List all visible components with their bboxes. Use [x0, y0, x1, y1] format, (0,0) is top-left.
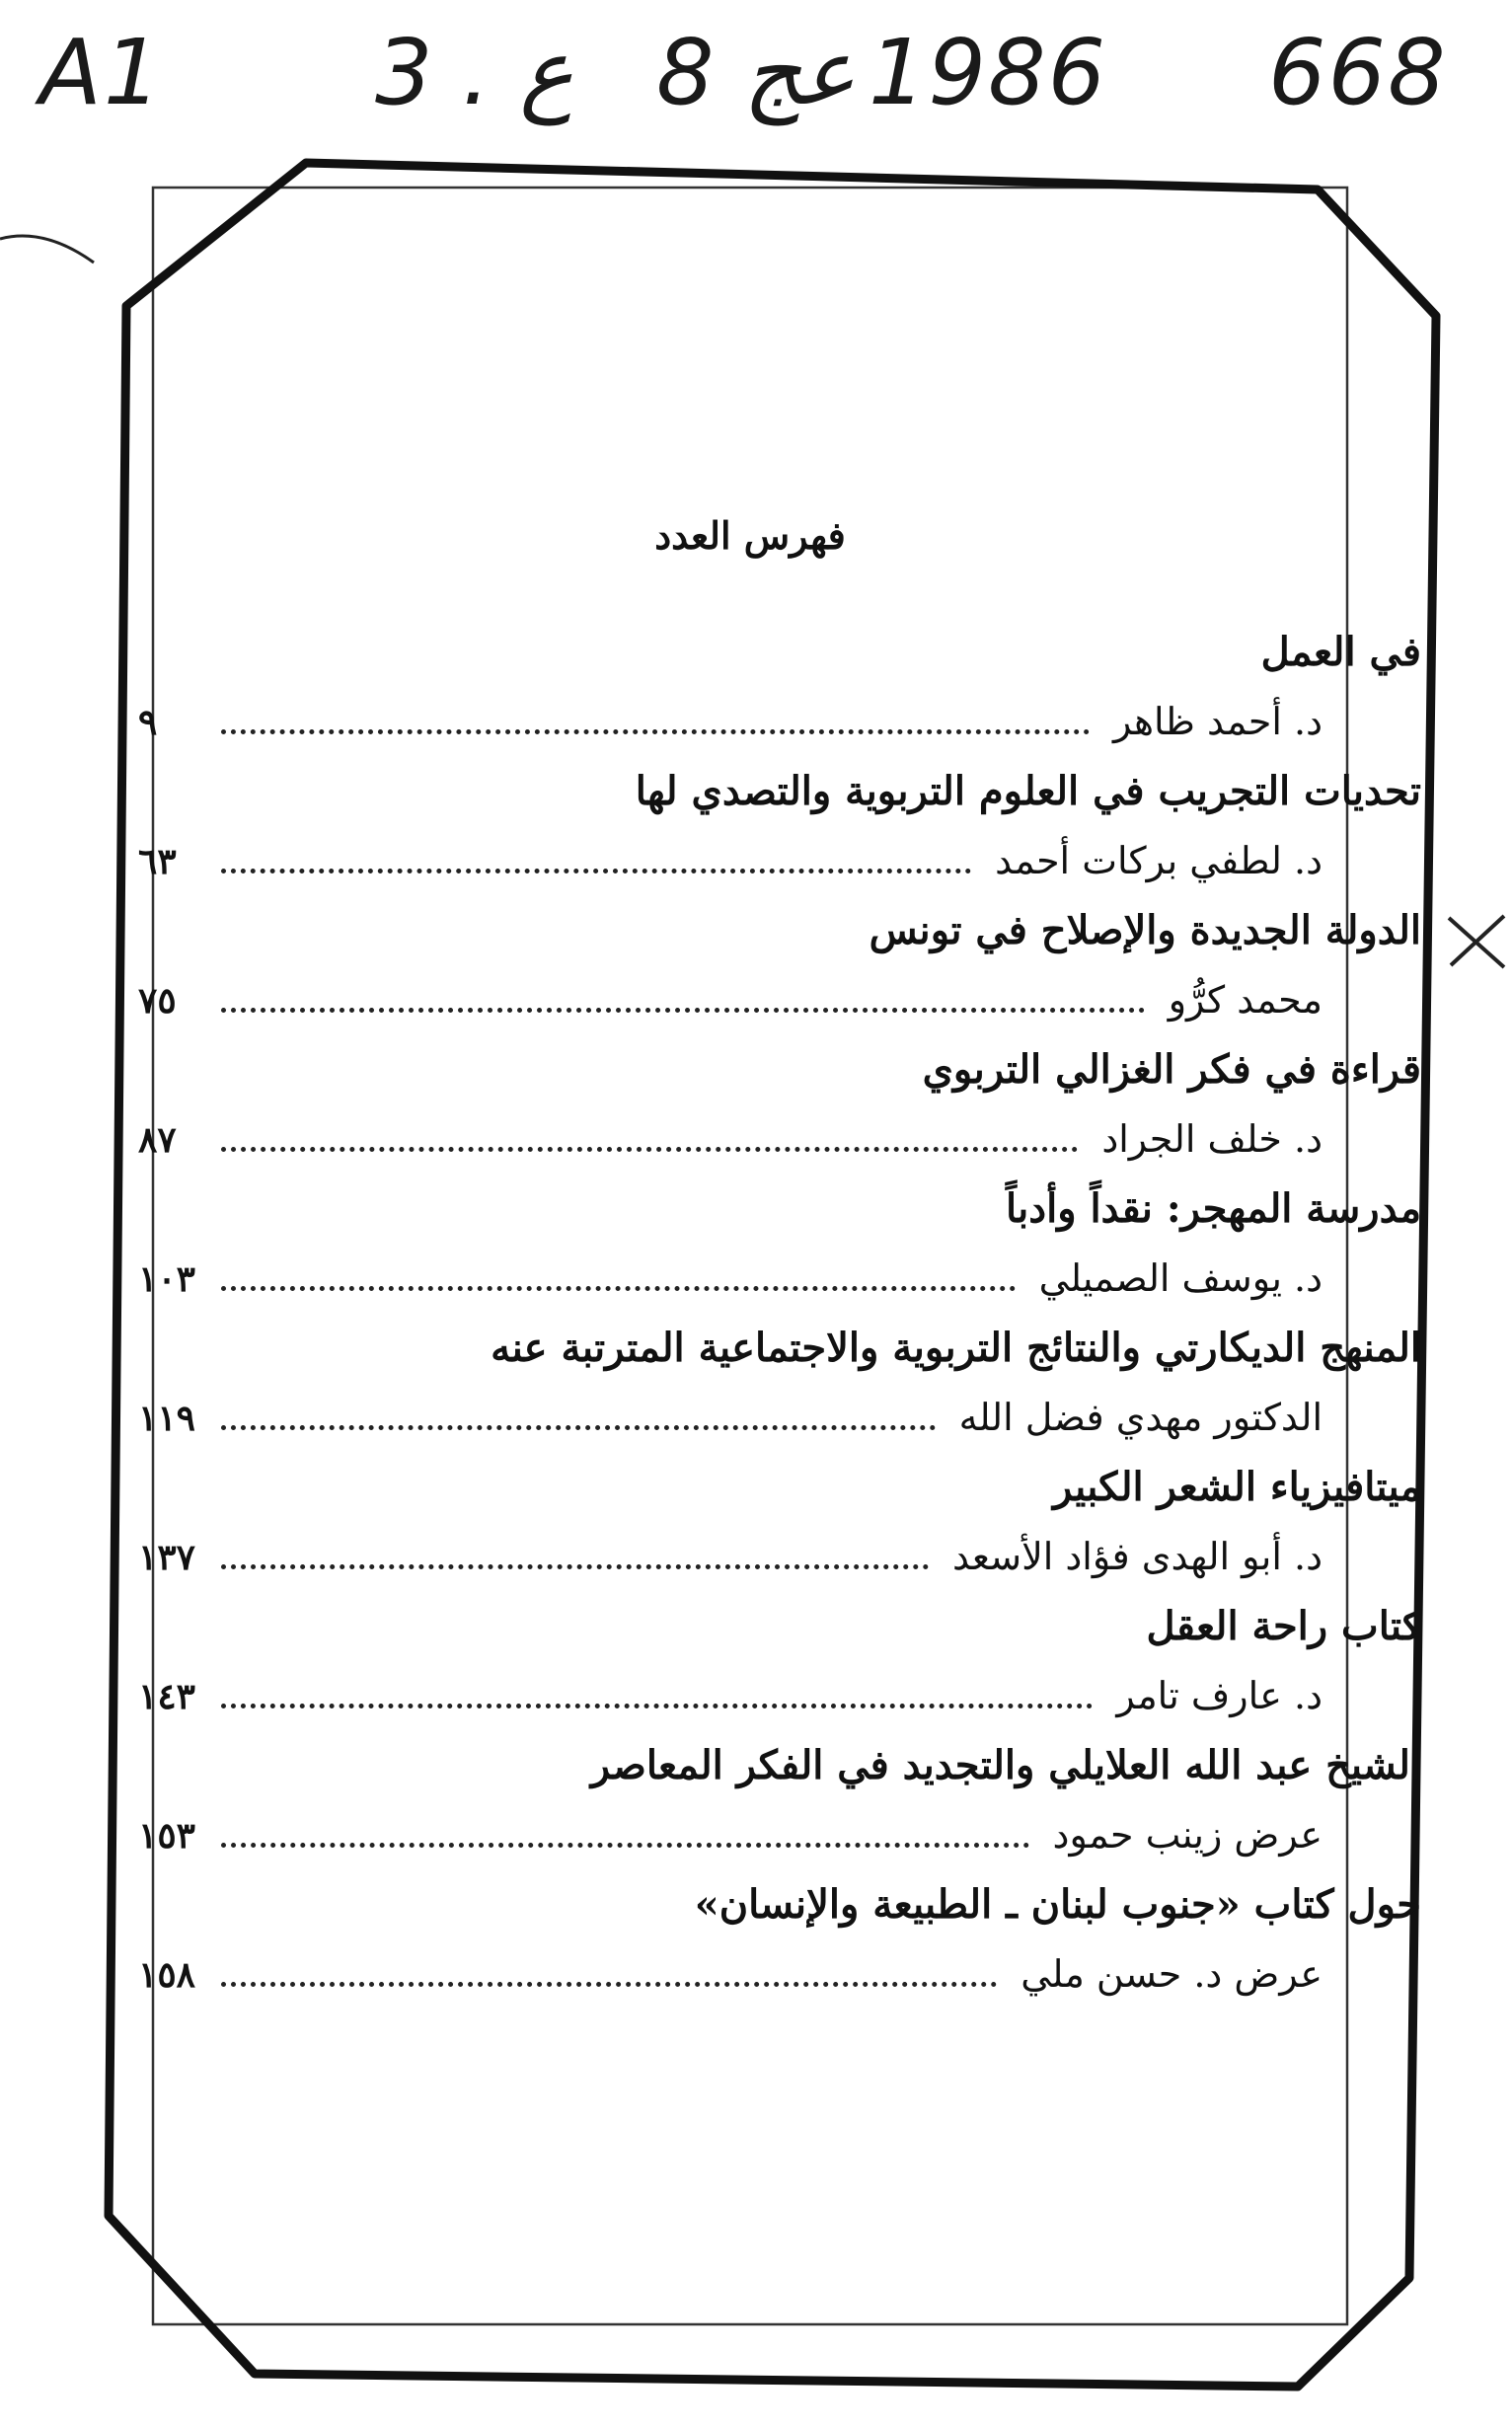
handwritten-issue: 8 عج: [656, 20, 857, 125]
dot-leader: [221, 1286, 1016, 1291]
dot-leader: [221, 729, 1090, 734]
entry-author: د. عارف تامر: [1116, 1674, 1323, 1717]
entry-page-number: ١١٩: [138, 1398, 196, 1439]
dot-leader: [221, 1564, 929, 1569]
table-of-contents: [138, 513, 1421, 2012]
entry-page-number: ١٥٣: [138, 1815, 196, 1857]
entry-title: الشيخ عبد الله العلايلي والتجديد في الفكر المعاصر: [590, 1742, 1421, 1788]
entry-page-number: ٨٧: [138, 1119, 177, 1161]
dot-leader: [221, 1982, 997, 1987]
toc-entry: [138, 621, 1421, 760]
entry-title: مدرسة المهجر: نقداً وأدباً: [1005, 1185, 1421, 1232]
entry-author: د. أبو الهدى فؤاد الأسعد: [951, 1535, 1323, 1578]
entry-author-line: [138, 1658, 1421, 1734]
cross-mark-icon: [1445, 912, 1512, 971]
handwritten-archive-code: A1: [39, 20, 164, 125]
entry-page-number: ١٠٣: [138, 1258, 196, 1300]
handwritten-year: 1986: [869, 20, 1108, 125]
toc-title: فهرس العدد: [654, 513, 846, 558]
handwritten-page-count: 668: [1268, 20, 1448, 125]
entry-page-number: ٦٣: [138, 841, 177, 882]
toc-entry: [138, 899, 1421, 1038]
dot-leader: [221, 1704, 1093, 1708]
entry-author: عرض د. حسن ملي: [1021, 1952, 1323, 1996]
toc-entry: [138, 760, 1421, 899]
handwritten-volume: 3 . ع: [375, 20, 574, 125]
entry-author: عرض زينب حمود: [1052, 1813, 1323, 1857]
entry-author-line: [138, 1936, 1421, 2012]
entry-author-line: [138, 1101, 1421, 1177]
entry-title: الدولة الجديدة والإصلاح في تونس: [869, 907, 1421, 953]
entry-author-line: [138, 684, 1421, 760]
entry-author-line: [138, 1797, 1421, 1873]
toc-entry: [138, 1873, 1421, 2012]
toc-entries: [138, 621, 1421, 2012]
entry-author: د. أحمد ظاهر: [1113, 700, 1323, 743]
entry-title: تحديات التجريب في العلوم التربوية والتصدي لها: [635, 768, 1421, 814]
entry-page-number: ٩: [138, 702, 158, 743]
entry-author: الدكتور مهدي فضل الله: [958, 1396, 1323, 1439]
entry-title: المنهج الديكارتي والنتائج التربوية والاجتماعية المترتبة عنه: [491, 1325, 1421, 1371]
entry-page-number: ١٤٣: [138, 1676, 196, 1717]
entry-author-line: [138, 1380, 1421, 1456]
entry-page-number: ١٥٨: [138, 1954, 196, 1996]
entry-page-number: ١٣٧: [138, 1537, 196, 1578]
toc-entry: [138, 1734, 1421, 1873]
entry-author: د. يوسف الصميلي: [1038, 1256, 1323, 1300]
toc-entry: [138, 1317, 1421, 1456]
entry-title: قراءة في فكر الغزالي التربوي: [922, 1046, 1421, 1093]
entry-page-number: ٧٥: [138, 980, 177, 1022]
entry-author-line: [138, 962, 1421, 1038]
toc-entry: [138, 1177, 1421, 1317]
dot-leader: [221, 1008, 1145, 1013]
dot-leader: [221, 1843, 1029, 1848]
entry-author-line: [138, 823, 1421, 899]
toc-entry: [138, 1595, 1421, 1734]
entry-author-line: [138, 1519, 1421, 1595]
entry-title: في العمل: [1260, 629, 1421, 675]
dot-leader: [221, 869, 971, 873]
dot-leader: [221, 1425, 936, 1430]
entry-title: حول كتاب «جنوب لبنان ـ الطبيعة والإنسان»: [694, 1881, 1421, 1928]
entry-author: د. لطفي بركات أحمد: [995, 839, 1323, 882]
entry-author-line: [138, 1241, 1421, 1317]
entry-title: ميتافيزياء الشعر الكبير: [1053, 1464, 1421, 1510]
dot-leader: [221, 1147, 1078, 1152]
entry-author: د. خلف الجراد: [1101, 1117, 1323, 1161]
entry-title: كتاب راحة العقل: [1146, 1603, 1421, 1649]
toc-entry: [138, 1456, 1421, 1595]
entry-author: محمد كرُّو: [1168, 978, 1323, 1022]
toc-entry: [138, 1038, 1421, 1177]
